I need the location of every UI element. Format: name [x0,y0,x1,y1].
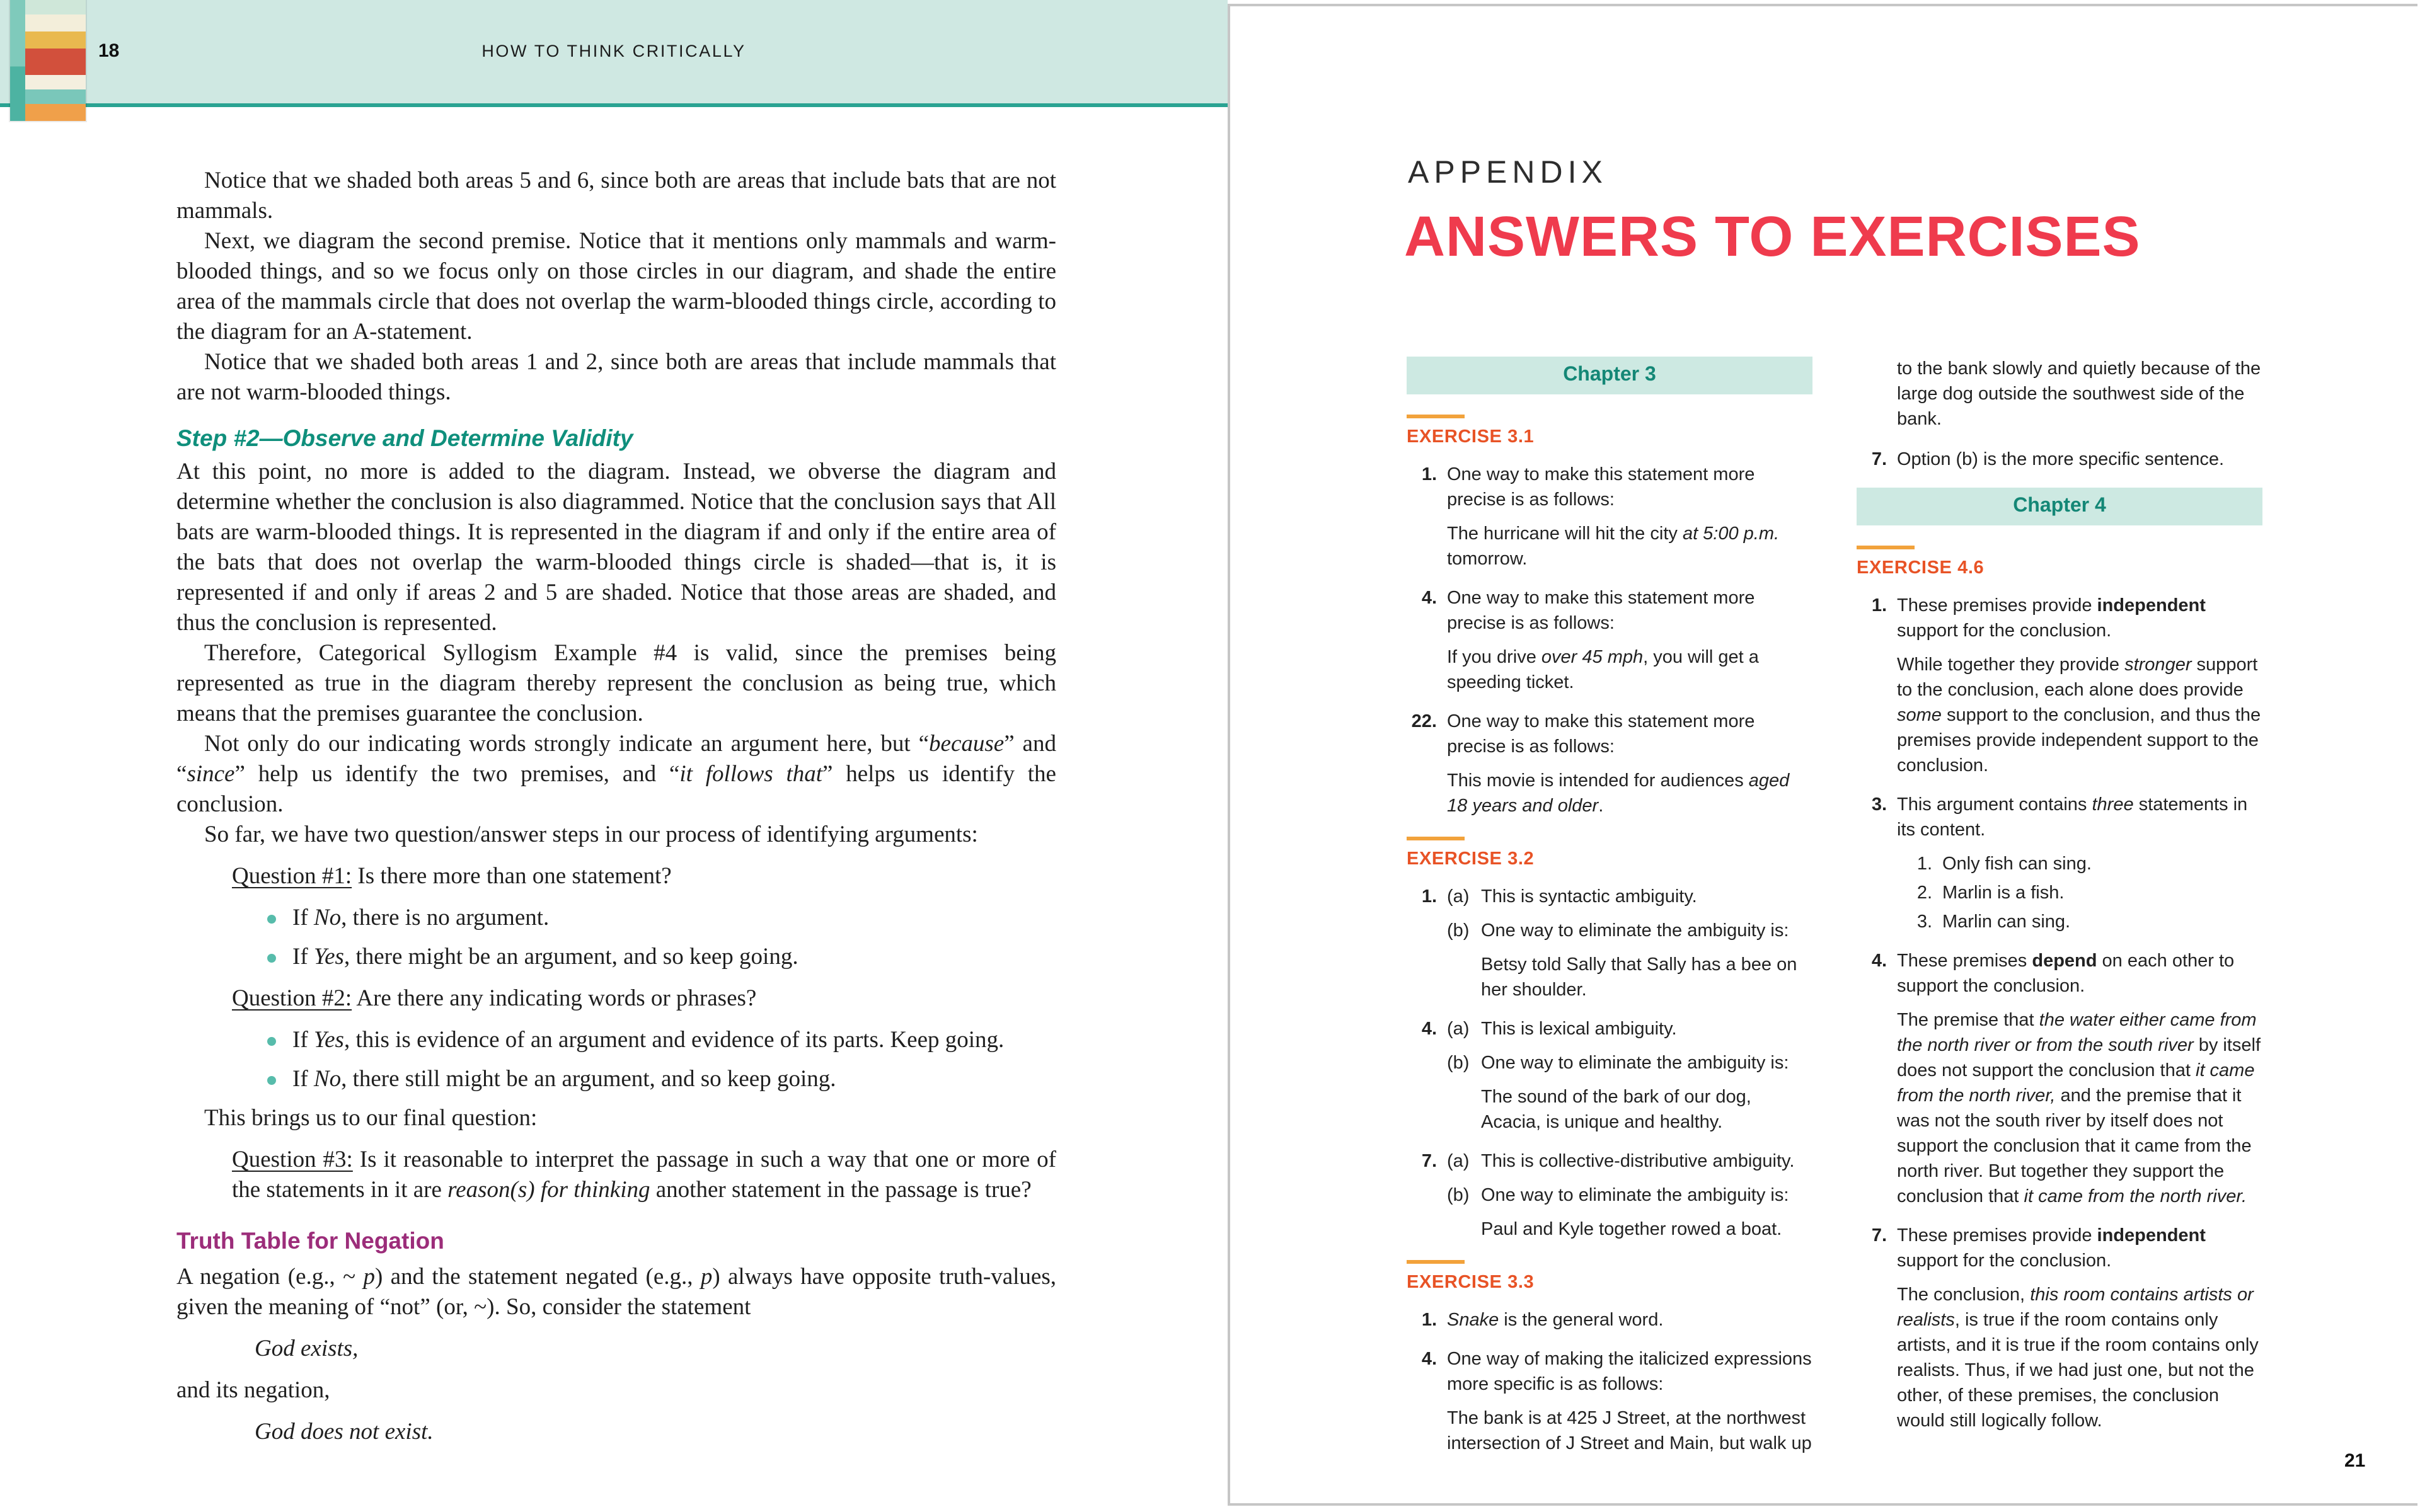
answer-item [1857,593,2262,779]
mini-text: Marlin can sing. [1942,912,2071,932]
mini-list-item [1915,852,2262,877]
exercise-rule-icon [1407,1260,1465,1264]
answer-paragraph: This is collective-distributive ambiguity. [1481,1152,1795,1172]
item-number: 7. [1421,1152,1437,1172]
item-body [1897,949,2262,1210]
sub-label: (a) [1447,1152,1470,1172]
answer-item [1857,447,2262,472]
answer-paragraph: The conclusion, this room contains artists or realists, is true if the room contains only artists, and it is true if the room contains only realists. Thus, if we had just one, but not the other, of these premises, the conclusion would still logically follow. [1897,1285,2259,1431]
paragraph: A negation (e.g., ~ p) and the statement negated (e.g., p) always have opposite truth-values, given the meaning of “not” (or, ~). So, consider the statement [176,1265,1056,1320]
bullet-item [267,942,1056,973]
question-label: Question #3: [232,1148,353,1173]
paragraph: Next, we diagram the second premise. Notice that it mentions only mammals and warm-blooded things, and so we focus only on those circles in our diagram, and shade the entire area of the mammals circle that does not overlap the warm-blooded things circle, according to the diagram for an A-statement. [176,229,1056,345]
right-page [1228,4,2417,1506]
item-body [1447,885,1812,1003]
paragraph: This brings us to our final question: [204,1106,538,1131]
exercise-title: EXERCISE 3.3 [1407,1273,1535,1293]
item-body [1447,1308,1812,1333]
answer-item [1407,462,1812,572]
item-number: 1. [1421,887,1437,907]
answer-paragraph: One way to make this statement more precise is as follows: [1447,712,1755,757]
item-number: 1. [1421,1310,1437,1331]
sub-label: (b) [1447,921,1470,941]
bullet-item [267,1026,1056,1056]
answer-paragraph: Option (b) is the more specific sentence. [1897,450,2225,470]
exercise-rule-icon [1857,546,1915,549]
answer-paragraph: These premises provide independent support for the conclusion. [1897,1226,2206,1271]
question-line: Question #3: Is it reasonable to interpret the passage in such a way that one or more of the statements in it are reason(s) for thinking another statement in the passage is true? [232,1148,1056,1203]
answer-item [1857,793,2262,935]
paragraph: Notice that we shaded both areas 1 and 2, since both are areas that include mammals that are not warm-blooded things. [176,350,1056,406]
item-body [1897,1223,2262,1434]
appendix-title: ANSWERS TO EXERCISES [1404,204,2141,268]
sub-answer [1447,1183,1812,1242]
sub-answer [1447,1017,1812,1042]
answer-paragraph: One way to make this statement more precise is as follows: [1447,588,1755,634]
answer-item [1407,586,1812,696]
answers-column-1 [1407,357,1812,1470]
item-number: 4. [1421,588,1437,609]
item-number: 7. [1871,450,1887,470]
answer-paragraph: This movie is intended for audiences aged 18 years and older. [1447,771,1790,816]
answer-item [1407,1347,1812,1457]
answer-paragraph: This is lexical ambiguity. [1481,1019,1677,1040]
appendix-label: APPENDIX [1408,155,1608,190]
bullet-text: If No, there is no argument. [292,906,550,931]
sub-label: (a) [1447,887,1470,907]
exercise-heading [1407,415,1812,450]
answer-paragraph: The sound of the bark of our dog, Acacia, is unique and healthy. [1481,1087,1751,1133]
item-body [1447,1347,1812,1457]
exercise-title: EXERCISE 3.2 [1407,849,1535,869]
answer-item [1407,1017,1812,1135]
answer-item [1857,1223,2262,1434]
item-number: 4. [1421,1019,1437,1040]
item-number: 7. [1871,1226,1887,1246]
item-number: 3. [1871,795,1887,815]
answer-paragraph: While together they provide stronger support to the conclusion, each alone does provide some support to the conclusion, and thus the premises provide independent support to the conclusion. [1897,655,2261,776]
bullet-icon [267,915,276,924]
item-body [1447,462,1812,572]
mini-list-item [1915,910,2262,935]
right-page-number: 21 [2344,1450,2366,1472]
item-body [1897,593,2262,779]
mini-number: 2. [1916,883,1932,903]
item-body [1447,1017,1812,1135]
bullet-text: If Yes, this is evidence of an argument and evidence of its parts. Keep going. [292,1028,1005,1053]
answer-item [1407,1308,1812,1333]
answer-paragraph: One way to eliminate the ambiguity is: [1481,921,1789,941]
bullet-text: If Yes, there might be an argument, and so keep going. [292,945,798,970]
mini-text: Only fish can sing. [1942,854,2092,874]
sub-answer [1447,1051,1812,1135]
sub-label: (b) [1447,1053,1470,1074]
item-body [1447,709,1812,819]
answer-item [1407,1149,1812,1242]
sub-body [1481,919,1812,1003]
item-body [1897,793,2262,935]
sub-answer [1447,919,1812,1003]
answer-paragraph: The premise that the water either came from the north river or from the south river by itself does not support the conclusion that it came from the north river, and the premise that it was not the south river by itself does not support the conclusion that it came from the north river. But together they support the conclusion that it came from the north river. [1897,1011,2261,1207]
continuation-paragraph: to the bank slowly and quietly because of the large dog outside the southwest side of the bank. [1897,359,2261,430]
bullet-icon [267,954,276,963]
sub-body [1481,1183,1812,1242]
answer-item [1407,885,1812,1003]
exercise-heading [1407,837,1812,872]
sub-body [1481,1017,1812,1042]
exercise-title: EXERCISE 3.1 [1407,427,1535,447]
answer-paragraph: Betsy told Sally that Sally has a bee on her shoulder. [1481,955,1797,1000]
item-number: 4. [1421,1349,1437,1370]
item-number: 1. [1871,596,1887,616]
bullet-item [267,903,1056,934]
step-heading: Step #2—Observe and Determine Validity [176,425,633,451]
answer-paragraph: One way to eliminate the ambiguity is: [1481,1053,1789,1074]
paragraph: Notice that we shaded both areas 5 and 6, since both are areas that include bats that are not mammals. [176,169,1056,224]
paragraph: Not only do our indicating words strongly indicate an argument here, but “because” and “since” help us identify the two premises, and “it follows that” helps us identify the conclusion. [176,732,1056,818]
answer-paragraph: One way to eliminate the ambiguity is: [1481,1186,1789,1206]
item-number: 1. [1421,465,1437,485]
answer-paragraph: One way of making the italicized expressions more specific is as follows: [1447,1349,1812,1395]
chapter-banner: Chapter 4 [1857,488,2262,525]
item-number: 4. [1871,951,1887,971]
item-body [1897,447,2262,472]
mini-number: 3. [1916,912,1932,932]
item-number: 22. [1411,712,1437,732]
exercise-heading [1407,1260,1812,1295]
answer-paragraph: One way to make this statement more precise is as follows: [1447,465,1755,510]
question-line: Question #2: Are there any indicating words or phrases? [232,987,757,1012]
sub-body [1481,1051,1812,1135]
chapter-artwork-thumbnail [10,0,86,121]
answer-paragraph: This argument contains three statements in its content. [1897,795,2248,840]
sub-body [1481,1149,1812,1174]
question-line: Question #1: Is there more than one statement? [232,864,672,890]
running-head: HOW TO THINK CRITICALLY [481,42,746,60]
answer-paragraph: Snake is the general word. [1447,1310,1664,1331]
mini-list-item [1915,881,2262,906]
answer-paragraph: These premises depend on each other to support the conclusion. [1897,951,2235,997]
answer-paragraph: This is syntactic ambiguity. [1481,887,1697,907]
paragraph: At this point, no more is added to the diagram. Instead, we obverse the diagram and determine whether the conclusion is also diagrammed. Notice that the conclusion says that All bats are warm-blooded things. It is represented in the diagram if and only if the entire area of the bats that does not overlap the warm-blooded things circle is shaded—that is, it is represented if and only if areas 2 and 5 are shaded. Notice that those areas are shaded, and thus the conclusion is represented. [176,460,1056,636]
exercise-title: EXERCISE 4.6 [1857,558,1985,578]
mini-text: Marlin is a fish. [1942,883,2065,903]
example-line: God exists, [255,1337,359,1362]
answer-item [1857,949,2262,1210]
mini-number: 1. [1916,854,1932,874]
bullet-text: If No, there still might be an argument, and so keep going. [292,1067,836,1092]
left-page-number: 18 [98,40,120,62]
left-page-body [176,166,1056,1459]
exercise-rule-icon [1407,415,1465,418]
item-body [1447,586,1812,696]
example-line: God does not exist. [255,1420,434,1445]
bullet-icon [267,1076,276,1085]
paragraph: So far, we have two question/answer steps in our process of identifying arguments: [204,823,978,848]
item-body [1447,1149,1812,1242]
question-label: Question #2: [232,987,352,1012]
sub-label: (a) [1447,1019,1470,1040]
answers-column-2 [1857,357,2262,1448]
answer-paragraph: These premises provide independent support for the conclusion. [1897,596,2206,641]
artwork-teal-strip [10,0,25,121]
answer-paragraph: The hurricane will hit the city at 5:00 p.m. tomorrow. [1447,524,1780,570]
question-label: Question #1: [232,864,352,890]
exercise-rule-icon [1407,837,1465,840]
sub-answer [1447,1149,1812,1174]
section-heading: Truth Table for Negation [176,1227,444,1254]
answer-item [1407,709,1812,819]
answer-paragraph: The bank is at 425 J Street, at the northwest intersection of J Street and Main, but walk up [1447,1409,1812,1454]
sub-body [1481,885,1812,910]
sub-label: (b) [1447,1186,1470,1206]
artwork-stripes [25,0,86,121]
exercise-heading [1857,546,2262,581]
bullet-icon [267,1037,276,1046]
bullet-item [267,1065,1056,1095]
chapter-banner: Chapter 3 [1407,357,1812,394]
answer-paragraph: Paul and Kyle together rowed a boat. [1481,1220,1782,1240]
answer-paragraph: If you drive over 45 mph, you will get a speeding ticket. [1447,648,1759,693]
paragraph: and its negation, [176,1378,330,1404]
paragraph: Therefore, Categorical Syllogism Example #4 is valid, since the premises being represented as true in the diagram thereby represent the conclusion as being true, which means that the premises guarantee the conclusion. [176,641,1056,727]
sub-answer [1447,885,1812,910]
